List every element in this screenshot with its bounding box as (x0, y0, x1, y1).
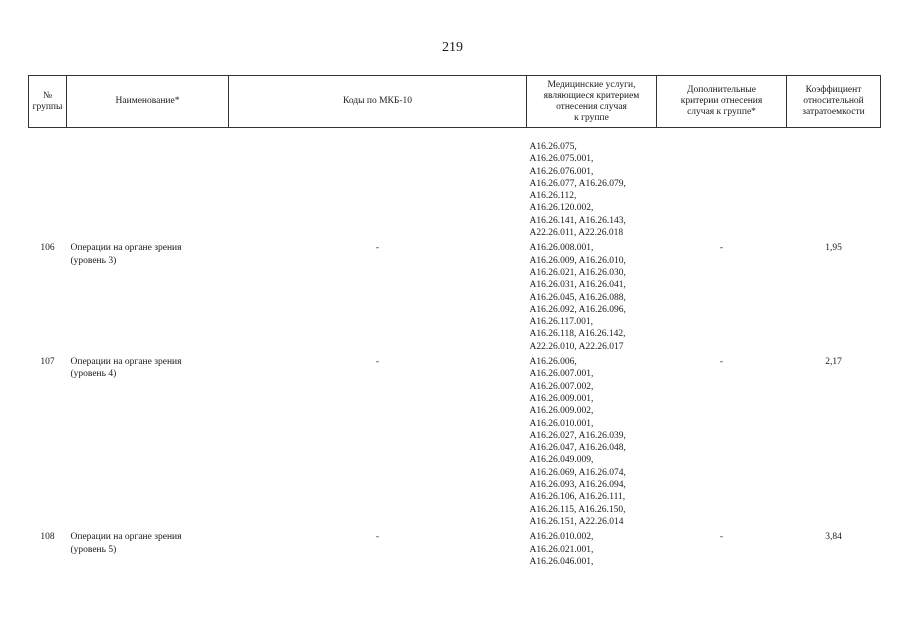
service-code-line: A16.26.027, A16.26.039, (529, 430, 626, 441)
group-table (28, 75, 881, 568)
header-name (67, 76, 229, 128)
icd-codes: - (375, 532, 380, 543)
group-number: 106 (40, 243, 55, 254)
header-text-line: отнесения случая (556, 101, 627, 112)
service-code-line: A16.26.077, A16.26.079, (529, 178, 626, 189)
table-row (29, 239, 881, 353)
group-name (67, 353, 229, 528)
extra-criteria: - (719, 532, 724, 543)
header-services (527, 76, 657, 128)
table-row (29, 353, 881, 528)
group-number: 108 (40, 532, 55, 543)
header-text-line: относительной (803, 96, 864, 106)
header-coefficient (787, 76, 881, 128)
service-code-line: A16.26.106, A16.26.111, (529, 492, 626, 503)
page-number: 219 (442, 40, 463, 55)
header-text-line: являющиеся критерием (543, 90, 640, 101)
service-code-line: A16.26.006, (529, 357, 577, 368)
service-code-line: A16.26.031, A16.26.041, (529, 280, 626, 291)
group-name-line: (уровень 4) (70, 369, 117, 380)
icd-codes: - (375, 357, 380, 368)
service-codes (527, 353, 657, 528)
group-name-line: (уровень 5) (70, 544, 117, 555)
service-code-line: A16.26.046.001, (529, 556, 594, 567)
service-code-line: A22.26.010, A22.26.017 (529, 341, 624, 352)
header-text-line: Коэффициент (805, 85, 862, 95)
group-name-line: Операции на органе зрения (70, 532, 182, 543)
header-text-line: Наименование* (115, 96, 180, 106)
service-code-line: A22.26.011, A22.26.018 (529, 228, 624, 239)
service-code-line: A16.26.115, A16.26.150, (529, 504, 626, 515)
coefficient: 3,84 (825, 532, 842, 543)
table-row (29, 528, 881, 568)
service-code-line: A16.26.021, A16.26.030, (529, 267, 626, 278)
coefficient: 1,95 (825, 243, 842, 254)
continuation-row (29, 128, 881, 240)
icd-codes: - (375, 243, 380, 254)
service-code-line: A16.26.049.009, (529, 455, 594, 466)
service-codes (527, 239, 657, 353)
service-code-line: A16.26.112, (529, 191, 577, 202)
header-group-no (29, 76, 67, 128)
group-name-line: Операции на органе зрения (70, 243, 182, 254)
continuation-codes (527, 128, 657, 240)
service-code-line: A16.26.141, A16.26.143, (529, 215, 626, 226)
header-icd-codes (229, 76, 527, 128)
header-text-line: Медицинские услуги, (547, 79, 636, 90)
header-text-line: группы (32, 101, 63, 112)
header-extra-criteria (657, 76, 787, 128)
header-text-line: случая к группе* (687, 107, 756, 117)
coefficient: 2,17 (825, 357, 842, 368)
service-code-line: A16.26.075.001, (529, 154, 594, 165)
service-code-line: A16.26.076.001, (529, 166, 594, 177)
extra-criteria: - (719, 357, 724, 368)
service-code-line: A16.26.075, (529, 142, 577, 152)
service-code-line: A16.26.021.001, (529, 544, 594, 555)
header-text-line: к группе (574, 112, 609, 123)
service-code-line: A16.26.118, A16.26.142, (529, 329, 626, 340)
service-code-line: A16.26.010.002, (529, 532, 594, 543)
extra-criteria: - (719, 243, 724, 254)
group-number: 107 (40, 357, 55, 368)
service-code-line: A16.26.151, A22.26.014 (529, 516, 624, 527)
service-code-line: A16.26.007.002, (529, 381, 594, 392)
group-name-line: (уровень 3) (70, 255, 117, 266)
service-code-line: A16.26.010.001, (529, 418, 594, 429)
table-header-row (29, 76, 881, 128)
header-text-line: Дополнительные (687, 85, 756, 95)
service-code-line: A16.26.092, A16.26.096, (529, 304, 626, 315)
service-code-line: A16.26.069, A16.26.074, (529, 467, 626, 478)
group-name (67, 528, 229, 568)
header-text-line: критерии отнесения (680, 96, 763, 106)
service-code-line: A16.26.047, A16.26.048, (529, 443, 626, 454)
header-text-line: Коды по МКБ-10 (342, 96, 413, 106)
header-text-line: затратоемкости (802, 107, 865, 117)
service-code-line: A16.26.093, A16.26.094, (529, 480, 626, 491)
service-code-line: A16.26.120.002, (529, 203, 594, 214)
service-code-line: A16.26.007.001, (529, 369, 594, 380)
service-codes (527, 528, 657, 568)
header-text-line: № (42, 90, 53, 101)
service-code-line: A16.26.008.001, (529, 243, 594, 254)
service-code-line: A16.26.009.002, (529, 406, 594, 417)
group-name-line: Операции на органе зрения (70, 357, 182, 368)
service-code-line: A16.26.045, A16.26.088, (529, 292, 626, 303)
service-code-line: A16.26.009.001, (529, 393, 594, 404)
service-code-line: A16.26.009, A16.26.010, (529, 255, 626, 266)
group-name (67, 239, 229, 353)
service-code-line: A16.26.117.001, (529, 317, 594, 328)
